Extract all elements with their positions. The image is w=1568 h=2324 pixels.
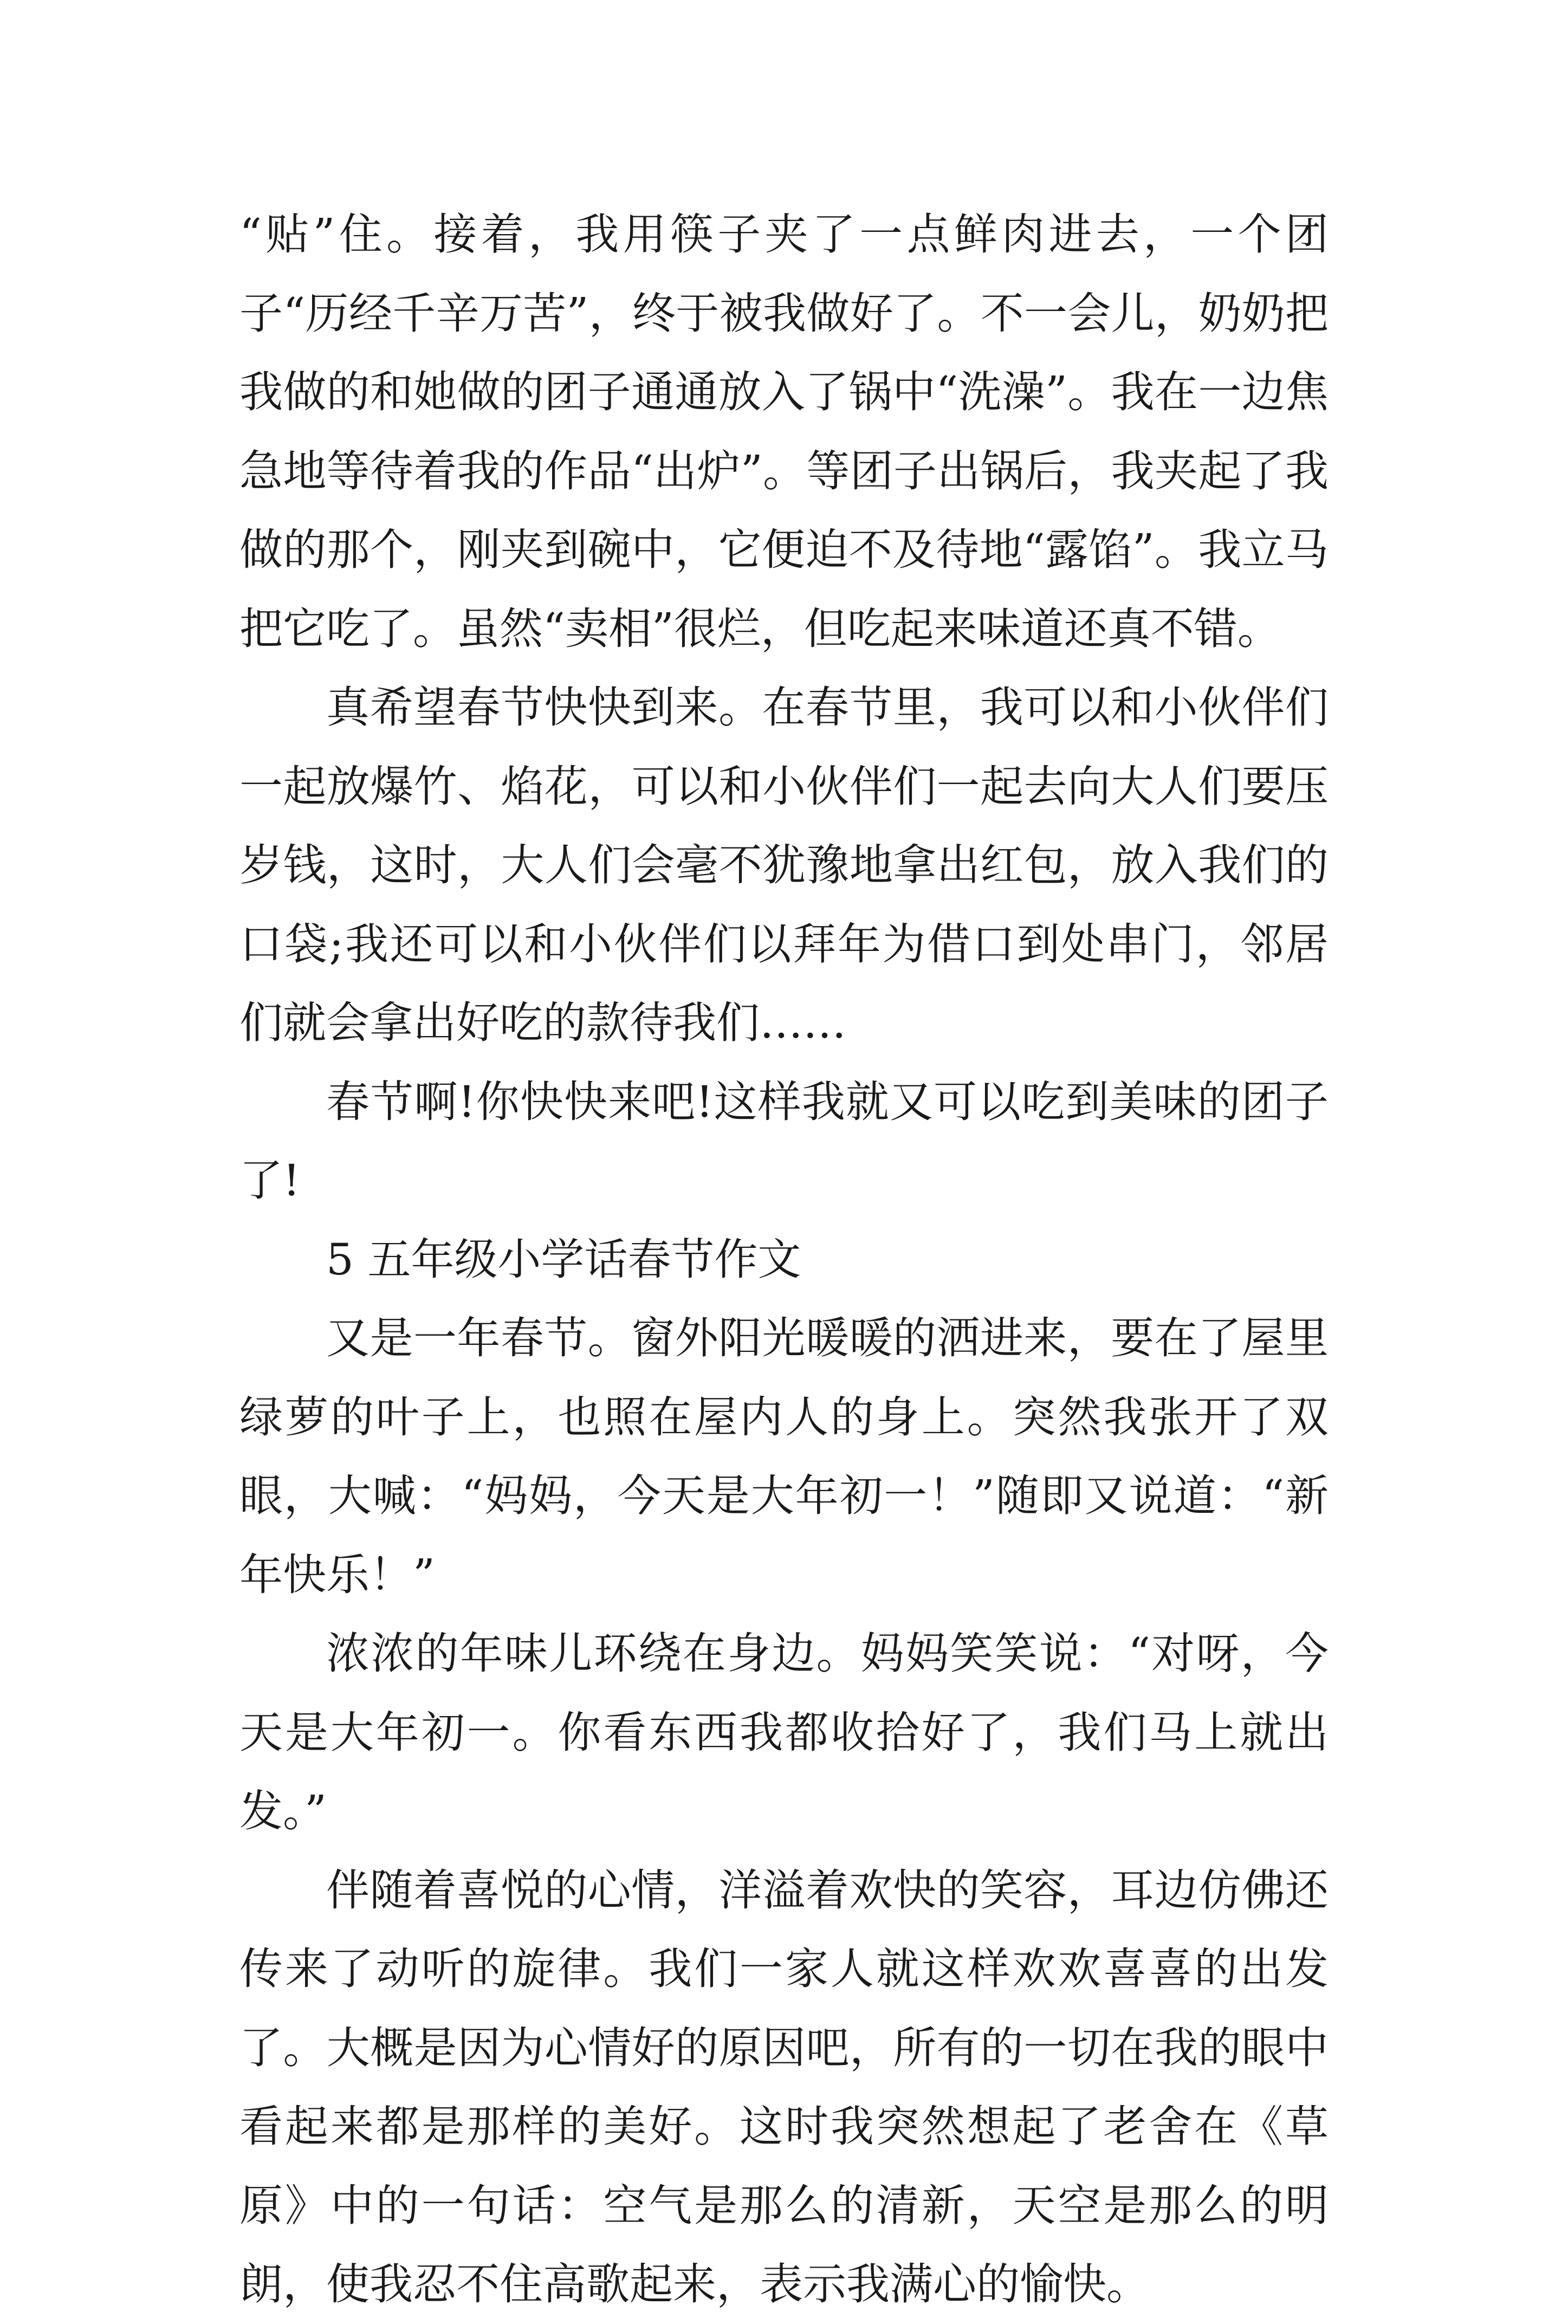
paragraph-1: “贴”住。接着，我用筷子夹了一点鲜肉进去，一个团子“历经千辛万苦”，终于被我做好了。不一会儿，奶奶把我做的和她做的团子通通放入了锅中“洗澡”。我在一边焦急地等待着我的作品“出炉”。等团子出锅后，我夹起了我做的那个，刚夹到碗中，它便迫不及待地“露馅”。我立马把它吃了。虽然“卖相”很烂，但吃起来味道还真不错。 (239, 209, 1329, 654)
paragraph-2: 真希望春节快快到来。在春节里，我可以和小伙伴们一起放爆竹、焰花，可以和小伙伴们一起去向大人们要压岁钱，这时，大人们会毫不犹豫地拿出红包，放入我们的口袋;我还可以和小伙伴们以拜年为借口到处串门，邻居们就会拿出好吃的款待我们…… (239, 682, 1329, 1048)
document-body (239, 195, 1329, 2324)
paragraph-5: 浓浓的年味儿环绕在身边。妈妈笑笑说：“对呀，今天是大年初一。你看东西我都收拾好了，我们马上就出发。” (239, 1628, 1329, 1836)
section-heading: 5 五年级小学话春节作文 (326, 1234, 801, 1285)
paragraph-4: 又是一年春节。窗外阳光暖暖的洒进来，要在了屋里绿萝的叶子上，也照在屋内人的身上。突然我张开了双眼，大喊：“妈妈，今天是大年初一！”随即又说道：“新年快乐！” (239, 1313, 1329, 1600)
paragraph-3: 春节啊!你快快来吧!这样我就又可以吃到美味的团子了! (239, 1076, 1329, 1206)
paragraph-6: 伴随着喜悦的心情，洋溢着欢快的笑容，耳边仿佛还传来了动听的旋律。我们一家人就这样欢欢喜喜的出发了。大概是因为心情好的原因吧，所有的一切在我的眼中看起来都是那样的美好。这时我突然想起了老舍在《草原》中的一句话：空气是那么的清新，天空是那么的明朗，使我忍不住高歌起来，表示我满心的愉快。 (239, 1865, 1329, 2309)
